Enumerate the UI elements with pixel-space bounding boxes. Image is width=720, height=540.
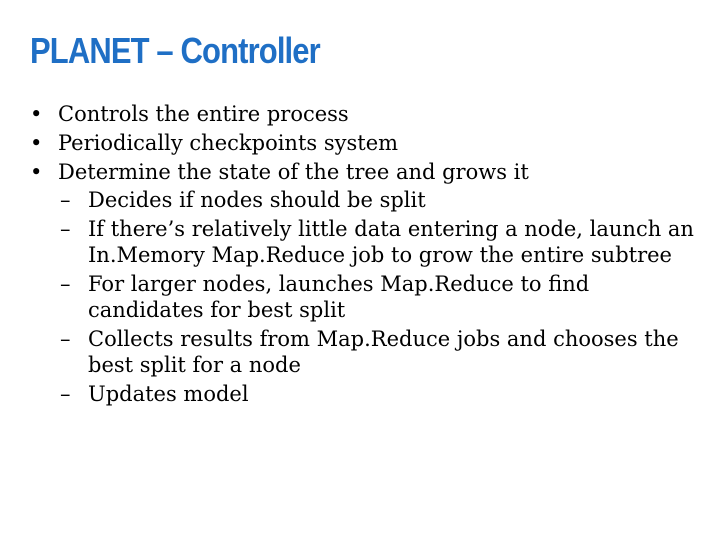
sub-bullet-text: Updates model — [88, 382, 249, 406]
sub-bullet-marker: – — [60, 217, 71, 241]
sub-bullet-text: If there’s relatively little data entering a node, launch an In.Memory Map.Reduce job to grow the entire subtree — [88, 217, 694, 267]
bullet-marker: • — [30, 102, 43, 126]
sub-bullet-item — [60, 271, 710, 323]
sub-bullet-text: For larger nodes, launches Map.Reduce to find candidates for best split — [88, 272, 590, 322]
sub-bullet-item — [60, 187, 710, 213]
bullet-text: Periodically checkpoints system — [58, 131, 399, 155]
sub-bullet-item — [60, 381, 710, 407]
sub-bullet-marker: – — [60, 272, 71, 296]
bullet-item — [30, 129, 710, 158]
bullet-item — [30, 158, 710, 187]
sub-bullet-marker: – — [60, 382, 71, 406]
sub-bullet-marker: – — [60, 188, 71, 212]
bullet-item — [30, 100, 710, 129]
bullet-text: Controls the entire process — [58, 102, 349, 126]
sub-bullet-marker: – — [60, 327, 71, 351]
bullet-marker: • — [30, 131, 43, 155]
bullet-list — [30, 100, 710, 410]
sub-bullet-item — [60, 326, 710, 378]
bullet-marker: • — [30, 160, 43, 184]
sub-bullet-item — [60, 216, 710, 268]
slide-title: PLANET – Controller — [30, 30, 320, 71]
sub-bullet-text: Decides if nodes should be split — [88, 188, 426, 212]
sub-bullet-text: Collects results from Map.Reduce jobs and chooses the best split for a node — [88, 327, 679, 377]
bullet-text: Determine the state of the tree and grows it — [58, 160, 529, 184]
